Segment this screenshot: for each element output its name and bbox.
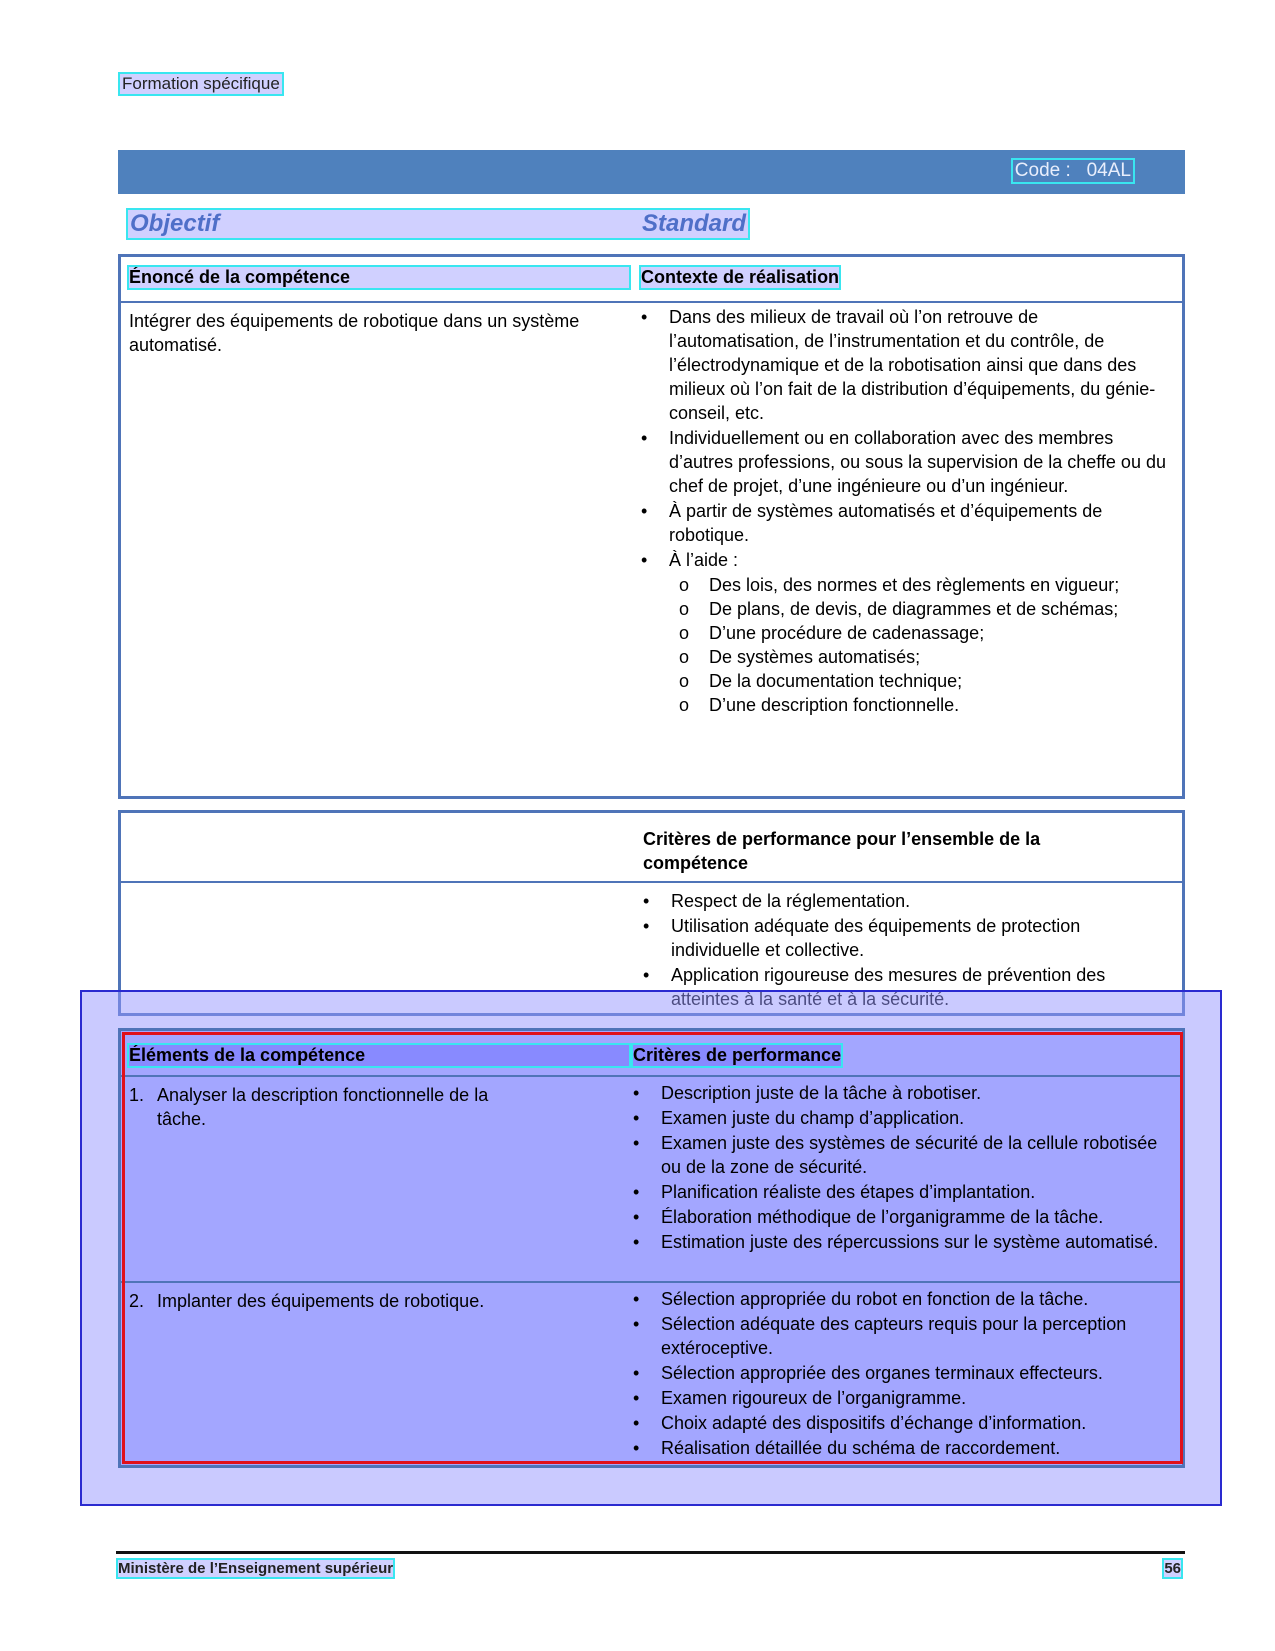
criteria-item: • Examen rigoureux de l’organigramme.	[633, 1386, 1173, 1410]
global-criteria-table	[118, 810, 1185, 1016]
aide-item: o De plans, de devis, de diagrammes et de schémas;	[679, 597, 1171, 621]
criteria-item: • Sélection adéquate des capteurs requis pour la perception extéroceptive.	[633, 1312, 1173, 1360]
aide-item: o D’une description fonctionnelle.	[679, 693, 1171, 717]
objectif-title: Objectif	[130, 210, 220, 237]
criteria-item: • Planification réaliste des étapes d’implantation.	[633, 1180, 1173, 1204]
header-divider	[121, 881, 1182, 883]
criteria-item: • Sélection appropriée du robot en fonction de la tâche.	[633, 1287, 1173, 1311]
criteria-item: • Réalisation détaillée du schéma de raccordement.	[633, 1436, 1173, 1460]
criteria-item: • Examen juste des systèmes de sécurité de la cellule robotisée ou de la zone de sécurité.	[633, 1131, 1173, 1179]
contexte-item: • À partir de systèmes automatisés et d’équipements de robotique.	[641, 499, 1171, 547]
footer-ministry: Ministère de l’Enseignement supérieur	[118, 1560, 394, 1577]
aide-item: o Des lois, des normes et des règlements en vigueur;	[679, 573, 1171, 597]
elements-heading: Éléments de la compétence	[129, 1045, 629, 1066]
footer-rule	[116, 1551, 1185, 1554]
enonce-heading: Énoncé de la compétence	[129, 267, 629, 288]
contexte-item: • Dans des milieux de travail où l’on retrouve de l’automatisation, de l’instrumentation et du contrôle, de l’électrodynamique et de la robotisation ainsi que dans des milieux où l’on fait de la distribution d’équipements, du génie-conseil, etc.	[641, 305, 1171, 425]
contexte-list	[641, 305, 1171, 717]
element-number: 1.	[129, 1085, 145, 1105]
element-label: Implanter des équipements de robotique.	[157, 1291, 485, 1311]
contexte-item: • À l’aide :	[641, 548, 1171, 572]
global-criteria-item: • Application rigoureuse des mesures de prévention des	[643, 963, 1173, 1011]
aide-item: o D’une procédure de cadenassage;	[679, 621, 1171, 645]
criteria-item: • Choix adapté des dispositifs d’échange d’information.	[633, 1411, 1173, 1435]
code-bar	[118, 150, 1185, 194]
criteria-item: • Sélection appropriée des organes terminaux effecteurs.	[633, 1361, 1173, 1385]
standard-title: Standard	[642, 210, 747, 237]
contexte-item: • Individuellement ou en collaboration avec des membres d’autres professions, ou sous la supervision de la cheffe ou du chef de projet, d’une ingénieure ou d’un ingénieur.	[641, 426, 1171, 498]
global-criteria-item: • Utilisation adéquate des équipements de protection individuelle et collective.	[643, 914, 1173, 962]
element-label: Analyser la description fonctionnelle de la tâche.	[157, 1085, 489, 1129]
enonce-text: Intégrer des équipements de robotique dans un système automatisé.	[129, 311, 580, 355]
running-header: Formation spécifique	[122, 74, 280, 93]
element-number: 2.	[129, 1291, 145, 1311]
contexte-heading: Contexte de réalisation	[641, 267, 840, 287]
selected-table-frame	[122, 1032, 1183, 1464]
criteria-item: • Estimation juste des répercussions sur le système automatisé.	[633, 1230, 1173, 1254]
competence-code: Code : 04AL	[1014, 160, 1131, 181]
criteria-item: • Élaboration méthodique de l’organigramme de la tâche.	[633, 1205, 1173, 1229]
page-number: 56	[1164, 1560, 1181, 1577]
global-criteria-heading: Critères de performance pour l’ensemble de la compétence	[643, 829, 1041, 873]
criteria-item: • Description juste de la tâche à robotiser.	[633, 1081, 1173, 1105]
criteria-heading: Critères de performance	[633, 1045, 842, 1065]
global-criteria-item: • Respect de la réglementation.	[643, 889, 1173, 913]
aide-item: o De systèmes automatisés;	[679, 645, 1171, 669]
aide-item: o De la documentation technique;	[679, 669, 1171, 693]
header-divider	[121, 301, 1182, 303]
competence-statement-table	[118, 254, 1185, 799]
criteria-item: • Examen juste du champ d’application.	[633, 1106, 1173, 1130]
